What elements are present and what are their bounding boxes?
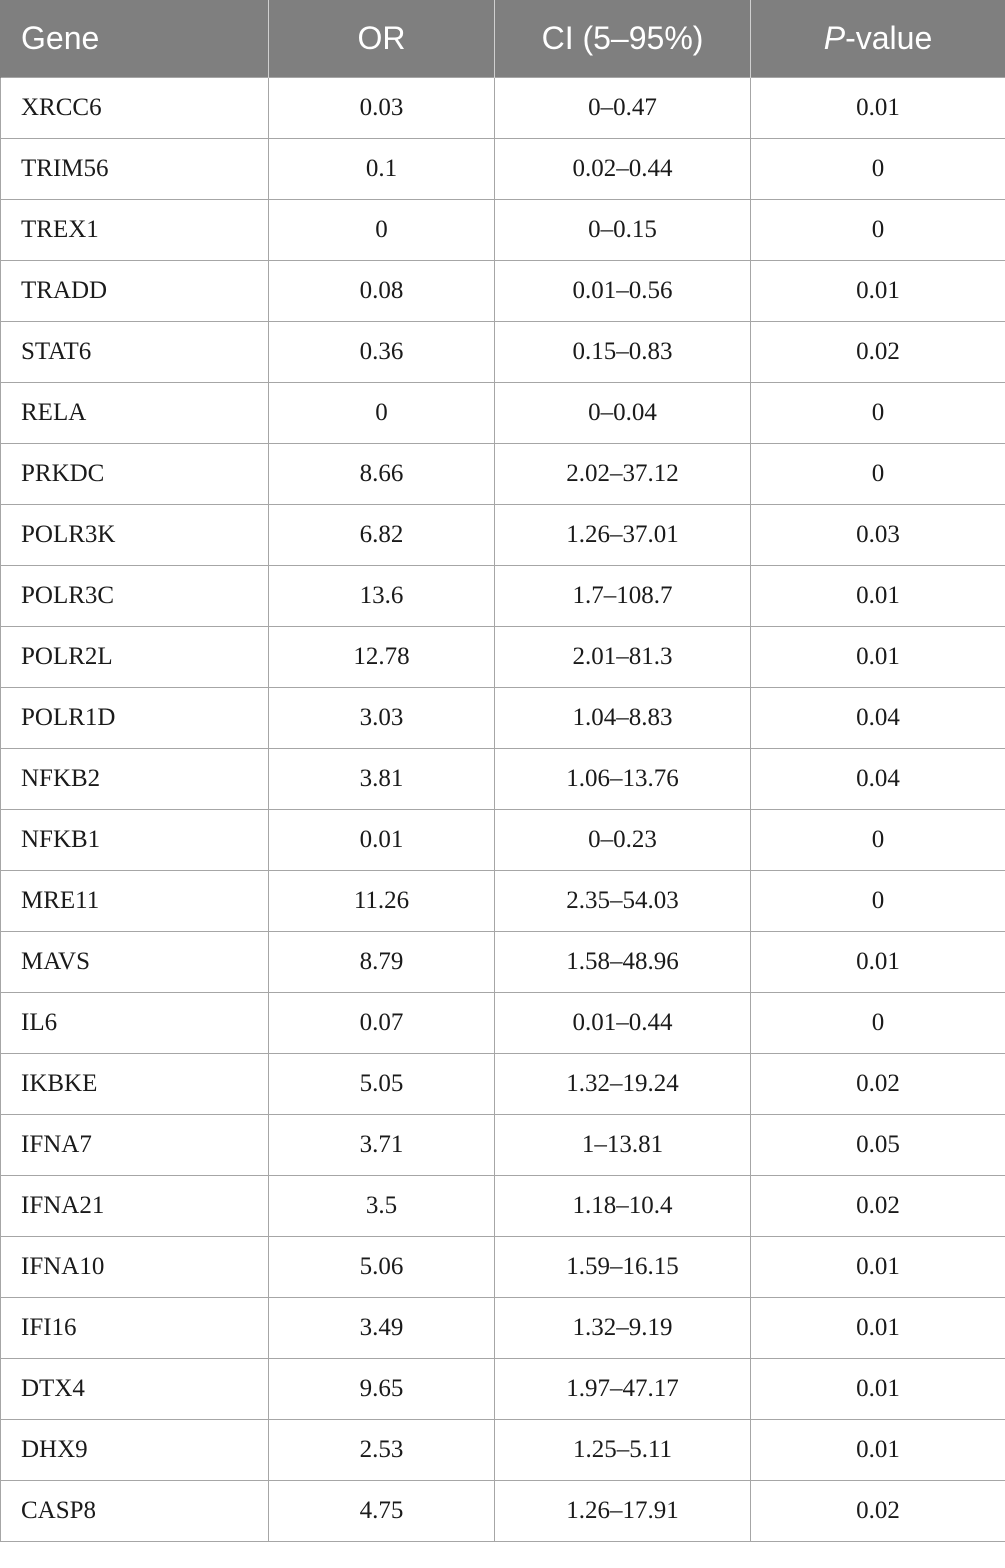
cell-or: 3.81	[269, 749, 495, 810]
cell-gene: IFNA10	[1, 1237, 269, 1298]
table-row	[1, 1115, 1005, 1176]
cell-p-value: 0.02	[751, 322, 1005, 383]
cell-p-value: 0.03	[751, 505, 1005, 566]
cell-or: 8.79	[269, 932, 495, 993]
cell-or: 0.36	[269, 322, 495, 383]
cell-or: 0.03	[269, 78, 495, 139]
cell-ci: 1.32–19.24	[495, 1054, 751, 1115]
cell-gene: IL6	[1, 993, 269, 1054]
table-row	[1, 383, 1005, 444]
cell-ci: 1.18–10.4	[495, 1176, 751, 1237]
cell-p-value: 0.01	[751, 1359, 1005, 1420]
cell-gene: IFNA21	[1, 1176, 269, 1237]
cell-gene: RELA	[1, 383, 269, 444]
cell-p-value: 0.01	[751, 1237, 1005, 1298]
cell-ci: 2.35–54.03	[495, 871, 751, 932]
cell-or: 3.5	[269, 1176, 495, 1237]
table-row	[1, 1359, 1005, 1420]
cell-gene: TRADD	[1, 261, 269, 322]
cell-ci: 0.02–0.44	[495, 139, 751, 200]
table-row	[1, 932, 1005, 993]
cell-ci: 1.32–9.19	[495, 1298, 751, 1359]
cell-or: 0	[269, 200, 495, 261]
cell-p-value: 0.04	[751, 749, 1005, 810]
cell-p-value: 0.01	[751, 1420, 1005, 1481]
cell-or: 3.49	[269, 1298, 495, 1359]
cell-or: 5.05	[269, 1054, 495, 1115]
table-row	[1, 1237, 1005, 1298]
table-header	[1, 0, 1005, 78]
cell-or: 0.08	[269, 261, 495, 322]
cell-p-value: 0.04	[751, 688, 1005, 749]
cell-or: 0.1	[269, 139, 495, 200]
cell-ci: 1.26–17.91	[495, 1481, 751, 1542]
cell-p-value: 0	[751, 383, 1005, 444]
cell-ci: 2.01–81.3	[495, 627, 751, 688]
cell-gene: POLR2L	[1, 627, 269, 688]
cell-gene: NFKB2	[1, 749, 269, 810]
cell-gene: MRE11	[1, 871, 269, 932]
cell-ci: 0–0.04	[495, 383, 751, 444]
table-row	[1, 627, 1005, 688]
header-p-value	[751, 0, 1005, 78]
table-row	[1, 1420, 1005, 1481]
cell-p-value: 0	[751, 993, 1005, 1054]
cell-p-value: 0.01	[751, 1298, 1005, 1359]
cell-gene: MAVS	[1, 932, 269, 993]
cell-gene: CASP8	[1, 1481, 269, 1542]
table-row	[1, 688, 1005, 749]
cell-p-value: 0	[751, 444, 1005, 505]
cell-gene: XRCC6	[1, 78, 269, 139]
cell-ci: 1.26–37.01	[495, 505, 751, 566]
table-row	[1, 200, 1005, 261]
cell-or: 0.01	[269, 810, 495, 871]
cell-or: 4.75	[269, 1481, 495, 1542]
table-row	[1, 444, 1005, 505]
table-row	[1, 566, 1005, 627]
cell-or: 3.03	[269, 688, 495, 749]
cell-ci: 0.15–0.83	[495, 322, 751, 383]
cell-gene: POLR1D	[1, 688, 269, 749]
cell-ci: 1.7–108.7	[495, 566, 751, 627]
cell-p-value: 0.01	[751, 566, 1005, 627]
cell-gene: STAT6	[1, 322, 269, 383]
table-row	[1, 322, 1005, 383]
header-row	[1, 0, 1005, 78]
cell-or: 13.6	[269, 566, 495, 627]
cell-ci: 2.02–37.12	[495, 444, 751, 505]
cell-p-value: 0.02	[751, 1176, 1005, 1237]
table-row	[1, 749, 1005, 810]
cell-p-value: 0	[751, 200, 1005, 261]
cell-ci: 0.01–0.44	[495, 993, 751, 1054]
cell-ci: 0–0.47	[495, 78, 751, 139]
cell-p-value: 0.01	[751, 78, 1005, 139]
header-p-italic: P	[823, 20, 846, 56]
cell-gene: DHX9	[1, 1420, 269, 1481]
cell-or: 3.71	[269, 1115, 495, 1176]
cell-or: 9.65	[269, 1359, 495, 1420]
cell-p-value: 0.01	[751, 627, 1005, 688]
cell-ci: 0–0.15	[495, 200, 751, 261]
header-gene: Gene	[1, 0, 269, 78]
table-row	[1, 139, 1005, 200]
header-or: OR	[269, 0, 495, 78]
header-ci: CI (5–95%)	[495, 0, 751, 78]
cell-p-value: 0	[751, 871, 1005, 932]
cell-ci: 1.97–47.17	[495, 1359, 751, 1420]
cell-gene: IFI16	[1, 1298, 269, 1359]
cell-or: 6.82	[269, 505, 495, 566]
table-row	[1, 505, 1005, 566]
cell-or: 2.53	[269, 1420, 495, 1481]
cell-or: 12.78	[269, 627, 495, 688]
cell-gene: TRIM56	[1, 139, 269, 200]
cell-ci: 1.58–48.96	[495, 932, 751, 993]
cell-ci: 0.01–0.56	[495, 261, 751, 322]
header-p-rest: -value	[845, 20, 933, 56]
table-row	[1, 1054, 1005, 1115]
cell-gene: POLR3K	[1, 505, 269, 566]
cell-or: 8.66	[269, 444, 495, 505]
table-row	[1, 993, 1005, 1054]
table-row	[1, 1481, 1005, 1542]
cell-or: 0.07	[269, 993, 495, 1054]
cell-ci: 1.06–13.76	[495, 749, 751, 810]
cell-p-value: 0	[751, 139, 1005, 200]
table-row	[1, 78, 1005, 139]
cell-ci: 1.04–8.83	[495, 688, 751, 749]
cell-or: 5.06	[269, 1237, 495, 1298]
cell-gene: TREX1	[1, 200, 269, 261]
cell-p-value: 0.01	[751, 261, 1005, 322]
cell-gene: PRKDC	[1, 444, 269, 505]
cell-ci: 1–13.81	[495, 1115, 751, 1176]
cell-ci: 0–0.23	[495, 810, 751, 871]
cell-p-value: 0.01	[751, 932, 1005, 993]
cell-p-value: 0.02	[751, 1054, 1005, 1115]
table-row	[1, 1298, 1005, 1359]
cell-or: 11.26	[269, 871, 495, 932]
cell-ci: 1.59–16.15	[495, 1237, 751, 1298]
cell-p-value: 0.05	[751, 1115, 1005, 1176]
cell-gene: DTX4	[1, 1359, 269, 1420]
cell-gene: NFKB1	[1, 810, 269, 871]
cell-or: 0	[269, 383, 495, 444]
table-body	[1, 78, 1005, 1542]
cell-gene: IKBKE	[1, 1054, 269, 1115]
table-row	[1, 871, 1005, 932]
cell-gene: IFNA7	[1, 1115, 269, 1176]
cell-p-value: 0	[751, 810, 1005, 871]
table-row	[1, 261, 1005, 322]
table-row	[1, 810, 1005, 871]
cell-p-value: 0.02	[751, 1481, 1005, 1542]
cell-ci: 1.25–5.11	[495, 1420, 751, 1481]
table-row	[1, 1176, 1005, 1237]
cell-gene: POLR3C	[1, 566, 269, 627]
